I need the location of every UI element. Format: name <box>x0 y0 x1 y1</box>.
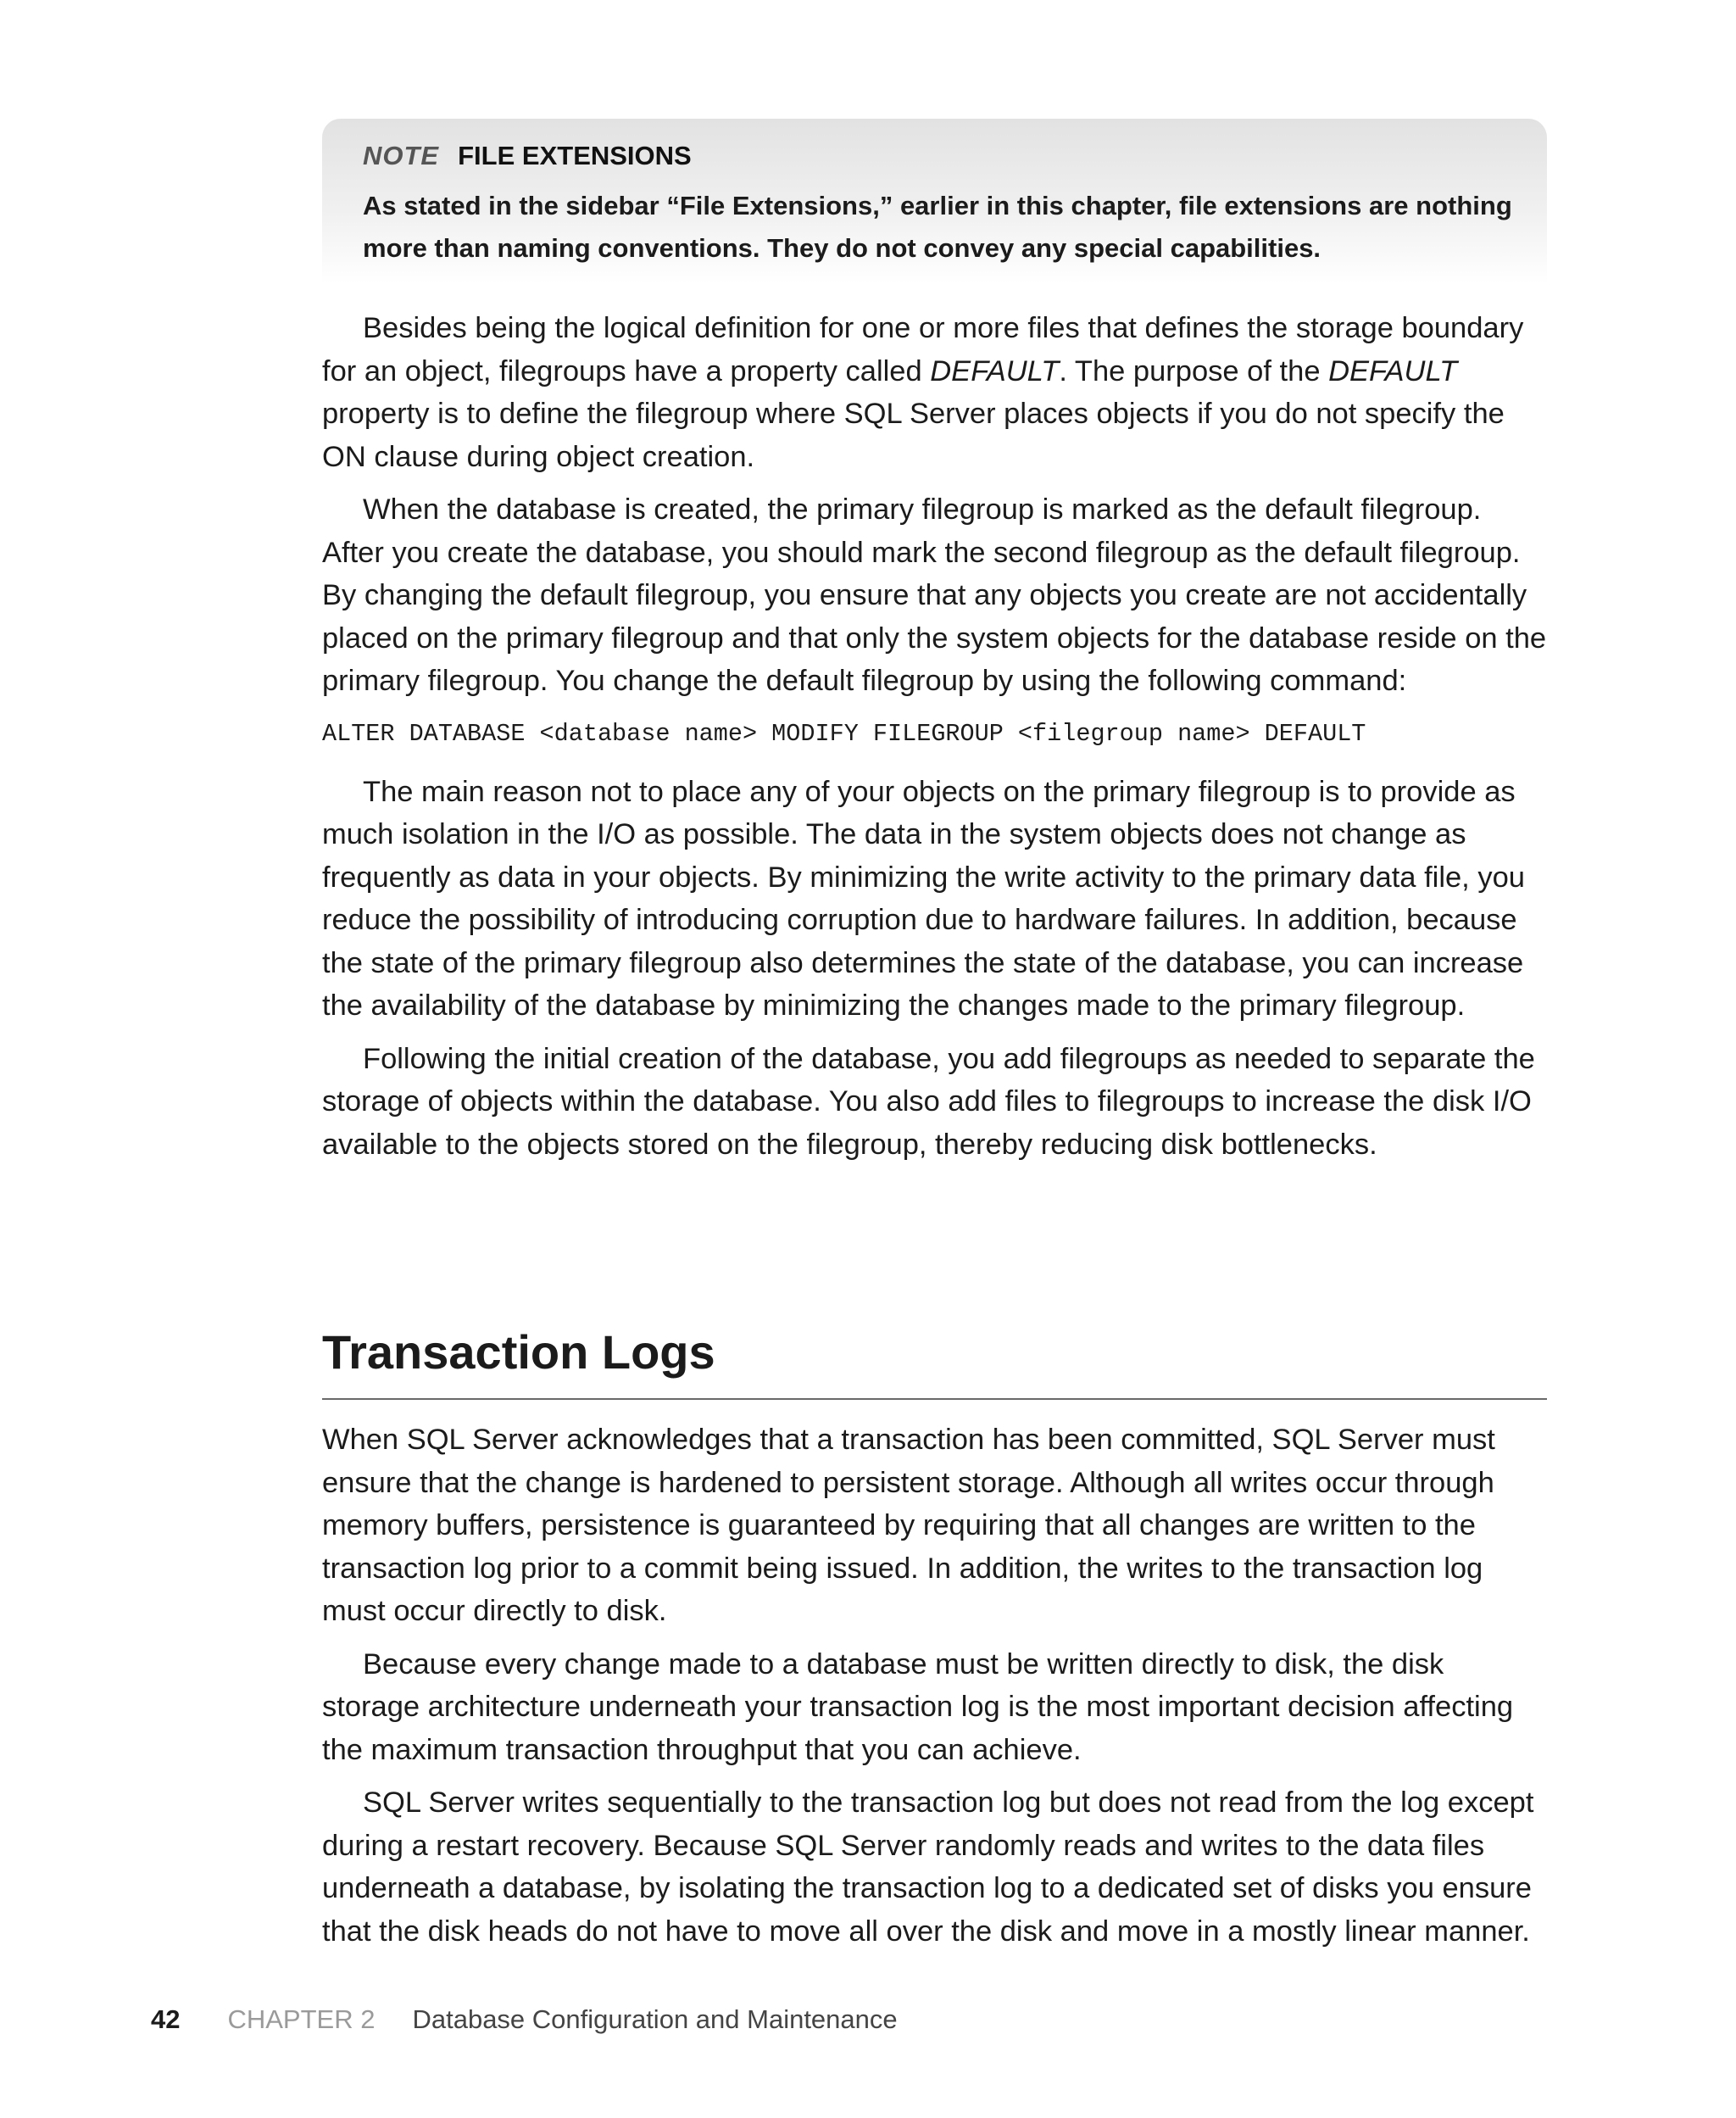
paragraph-disk-architecture: Because every change made to a database must be written directly to disk, the disk storage architecture underneath your transaction log is the most important decision affecting the maximum transaction throughput that you can achieve. <box>322 1647 1514 1766</box>
paragraph-isolation: The main reason not to place any of your objects on the primary filegroup is to provide as much isolation in the I/O as possible. The data in the system objects does not change as frequently as data in your objects. By minimizing the write activity to the primary data file, you reduce the possibility of introducing corruption due to hardware failures. In addition, because the state of the primary filegroup also determines the state of the database, you can increase the availability of the database by minimizing the changes made to the primary filegroup. <box>322 775 1525 1022</box>
page-number: 42 <box>151 2004 181 2034</box>
paragraph-text: . The purpose of the <box>1059 354 1329 387</box>
section-transaction-logs-body <box>322 1419 1547 1963</box>
emphasis-default: DEFAULT <box>930 354 1060 387</box>
note-text: As stated in the sidebar “File Extensions,” earlier in this chapter, file extensions are nothing more than naming conventions. They do not convey any special capabilities. <box>363 191 1512 263</box>
paragraph-hardened-storage: When SQL Server acknowledges that a transaction has been committed, SQL Server must ensure that the change is hardened to persistent storage. Although all writes occur through memory buffers, persistence is guaranteed by requiring that all changes are written to the transaction log prior to a commit being issued. In addition, the writes to the transaction log must occur directly to disk. <box>322 1424 1495 1627</box>
code-alter-database: ALTER DATABASE <database name> MODIFY FILEGROUP <filegroup name> DEFAULT <box>322 719 1366 748</box>
note-header <box>363 141 692 171</box>
section-heading-transaction-logs: Transaction Logs <box>322 1318 1547 1400</box>
chapter-label: CHAPTER 2 <box>227 2004 376 2034</box>
paragraph-text: Besides being the logical definition for one or more files that defines the storage boundary for an object, filegroups have a property called <box>322 312 1524 387</box>
note-box <box>322 119 1547 284</box>
paragraph-default-filegroup: When the database is created, the primary filegroup is marked as the default filegroup. After you create the database, you should mark the second filegroup as the default filegroup. By changing the default filegroup, you ensure that any objects you create are not accidentally placed on the primary filegroup and that only the system objects for the database reside on the primary filegroup. You change the default filegroup by using the following command: <box>322 493 1547 697</box>
chapter-title: Database Configuration and Maintenance <box>412 2004 898 2034</box>
paragraph-default-property <box>322 307 1547 478</box>
page-footer <box>151 2003 898 2037</box>
paragraph-add-filegroups: Following the initial creation of the database, you add filegroups as needed to separate the storage of objects within the database. You also add files to filegroups to increase the disk I/O available to the objects stored on the filegroup, thereby reducing disk bottlenecks. <box>322 1042 1535 1161</box>
note-label: NOTE <box>363 141 440 170</box>
paragraph-sequential-writes: SQL Server writes sequentially to the transaction log but does not read from the log except during a restart recovery. Because SQL Server randomly reads and writes to the data files underneath a database, by isolating the transaction log to a dedicated set of disks you ensure that the disk heads do not have to move all over the disk and move in a mostly linear manner. <box>322 1786 1534 1948</box>
note-title: FILE EXTENSIONS <box>458 141 692 170</box>
paragraph-text: property is to define the filegroup where SQL Server places objects if you do not specify the ON clause during object creation. <box>322 398 1505 473</box>
section-filegroups-body <box>322 307 1547 1176</box>
emphasis-default: DEFAULT <box>1328 354 1458 387</box>
